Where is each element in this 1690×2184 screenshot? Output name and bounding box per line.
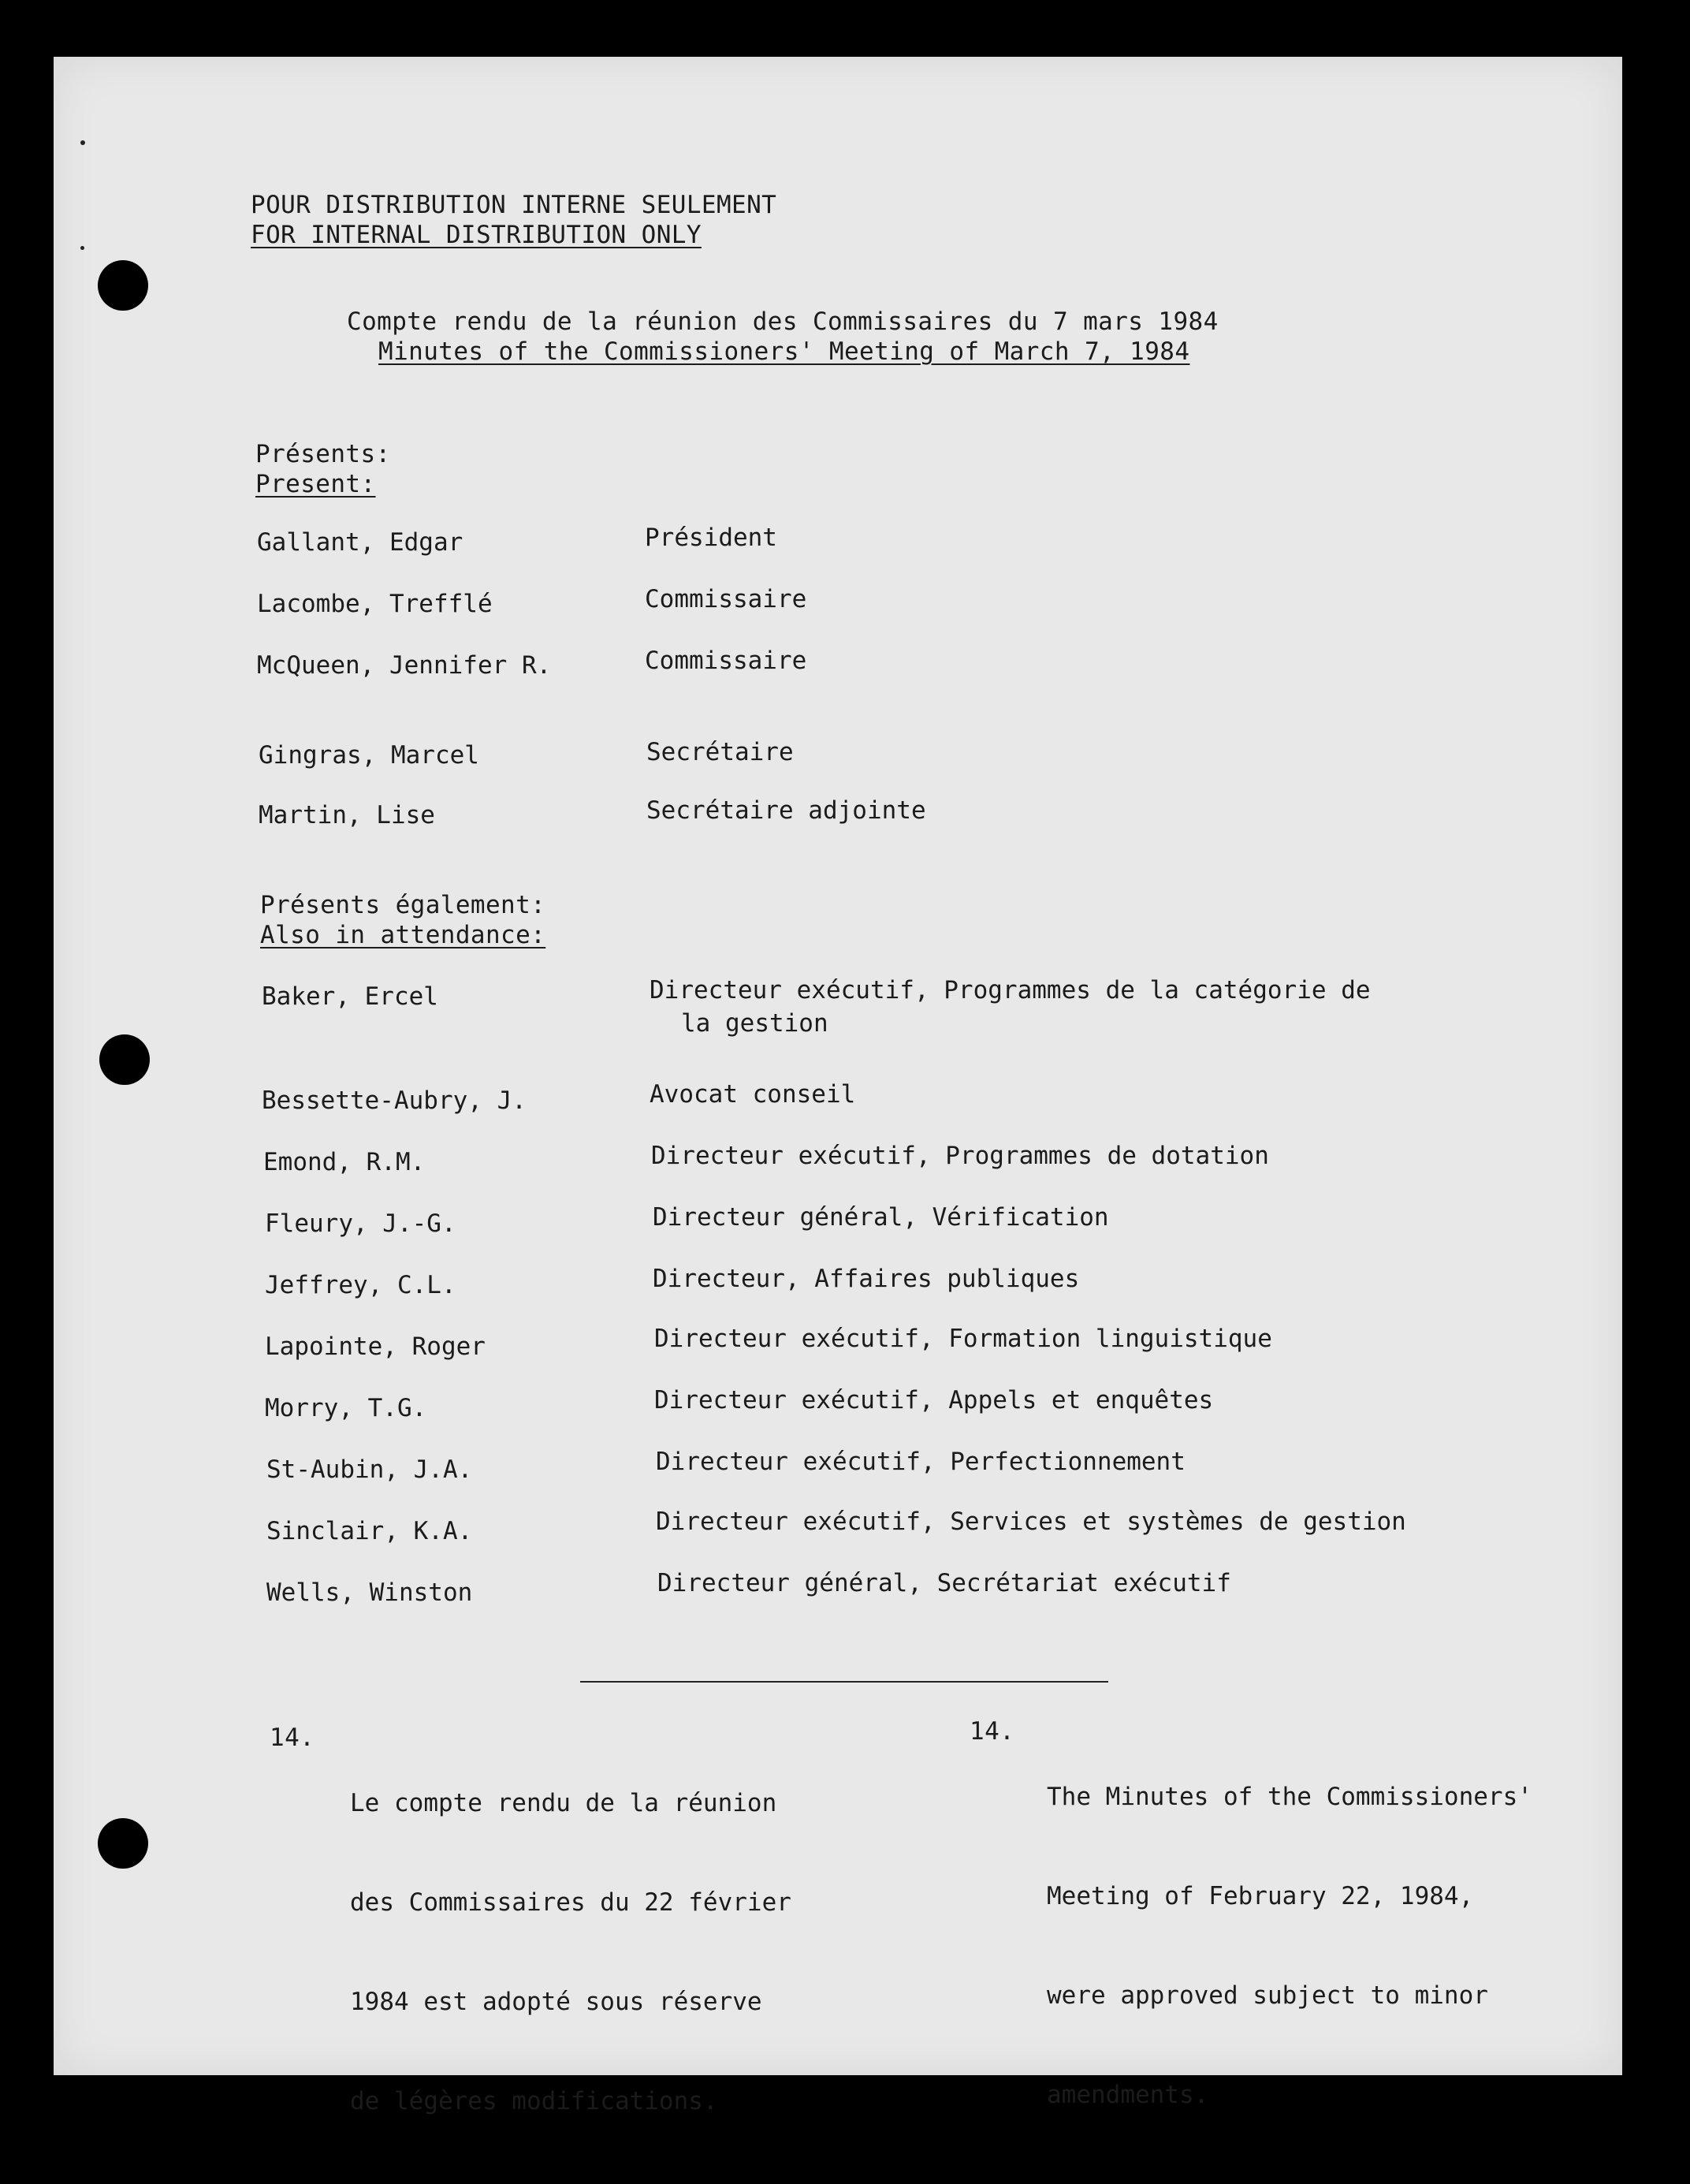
header-line-en: FOR INTERNAL DISTRIBUTION ONLY — [251, 221, 702, 249]
torn-edge — [1635, 57, 1690, 214]
attendance-row — [54, 1325, 1622, 1366]
item-text-fr-line: 1984 est adopté sous réserve — [350, 1988, 762, 2016]
member-role: Directeur exécutif, Formation linguistique — [654, 1325, 1272, 1353]
present-row — [54, 796, 1622, 834]
attendance-row — [54, 1203, 1622, 1243]
member-role: Directeur, Affaires publiques — [653, 1265, 1080, 1293]
member-role: Directeur exécutif, Programmes de dotation — [651, 1142, 1269, 1170]
member-role: Directeur général, Secrétariat exécutif — [657, 1569, 1231, 1597]
attendance-row — [54, 1569, 1622, 1612]
member-name: Fleury, J.-G. — [265, 1209, 456, 1238]
member-name: McQueen, Jennifer R. — [257, 651, 552, 680]
member-name: Morry, T.G. — [265, 1394, 427, 1422]
item-text-en-line: The Minutes of the Commissioners' — [1047, 1783, 1532, 1811]
header-line-fr: POUR DISTRIBUTION INTERNE SEULEMENT — [251, 191, 777, 219]
attendance-heading-fr: Présents également: — [260, 891, 546, 919]
member-name: Emond, R.M. — [263, 1148, 426, 1176]
item-text-fr-line: des Commissaires du 22 février — [350, 1888, 791, 1917]
scan-speck — [80, 246, 84, 250]
document-page — [54, 57, 1622, 2115]
member-name: Lacombe, Trefflé — [257, 590, 493, 618]
member-name: Bessette-Aubry, J. — [262, 1086, 527, 1115]
item-text-fr — [350, 1720, 791, 2184]
title-fr: Compte rendu de la réunion des Commissaires du 7 mars 1984 — [347, 307, 1219, 336]
attendance-row — [54, 976, 1622, 1038]
attendance-row — [54, 1265, 1622, 1304]
section-divider — [580, 1681, 1108, 1683]
member-role: Secrétaire adjointe — [646, 796, 926, 825]
member-name: Gallant, Edgar — [257, 528, 463, 557]
attendance-row — [54, 1142, 1622, 1181]
member-name: Martin, Lise — [259, 801, 435, 829]
member-name: Lapointe, Roger — [265, 1332, 486, 1361]
member-role-continued: la gestion — [681, 1009, 828, 1038]
member-role: Avocat conseil — [650, 1080, 856, 1109]
attendance-row — [54, 1080, 1622, 1120]
member-role: Président — [645, 524, 777, 552]
attendance-row — [54, 1508, 1622, 1550]
scan-speck — [80, 140, 85, 145]
item-number-fr: 14. — [270, 1724, 315, 1752]
punch-hole — [98, 1818, 148, 1869]
item-text-en-line: were approved subject to minor — [1047, 1981, 1488, 2010]
member-name: Wells, Winston — [266, 1578, 473, 1607]
item-text-fr-line: Le compte rendu de la réunion — [350, 1789, 777, 1817]
member-name: Sinclair, K.A. — [266, 1517, 473, 1545]
present-heading-fr: Présents: — [255, 440, 391, 468]
member-role: Directeur exécutif, Programmes de la catégorie de — [650, 976, 1371, 1004]
item-text-en-line: amendments. — [1047, 2081, 1209, 2109]
present-heading-en: Present: — [255, 470, 376, 498]
member-name: Gingras, Marcel — [259, 741, 479, 770]
member-name: St-Aubin, J.A. — [266, 1455, 473, 1484]
attendance-row — [54, 1386, 1622, 1427]
attendance-row — [54, 1448, 1622, 1489]
member-role: Directeur exécutif, Services et systèmes de gestion — [656, 1508, 1406, 1536]
present-row — [54, 524, 1622, 561]
item-text-fr-line: de légères modifications. — [350, 2087, 718, 2115]
member-name: Jeffrey, C.L. — [265, 1271, 456, 1299]
member-role: Commissaire — [645, 647, 807, 675]
member-role: Directeur exécutif, Appels et enquêtes — [654, 1386, 1214, 1414]
item-number-en: 14. — [970, 1717, 1015, 1746]
present-row — [54, 740, 1622, 774]
member-role: Directeur exécutif, Perfectionnement — [656, 1448, 1186, 1476]
punch-hole — [98, 260, 148, 311]
item-text-en — [1047, 1714, 1532, 2178]
item-text-en-line: Meeting of February 22, 1984, — [1047, 1882, 1474, 1910]
punch-hole — [99, 1034, 150, 1085]
attendance-heading-en: Also in attendance: — [260, 921, 546, 949]
present-row — [54, 647, 1622, 684]
member-name: Baker, Ercel — [262, 982, 438, 1011]
title-en: Minutes of the Commissioners' Meeting of March 7, 1984 — [378, 337, 1190, 366]
member-role: Secrétaire — [646, 738, 794, 766]
member-role: Directeur général, Vérification — [653, 1203, 1109, 1232]
present-row — [54, 585, 1622, 623]
member-role: Commissaire — [645, 585, 807, 613]
